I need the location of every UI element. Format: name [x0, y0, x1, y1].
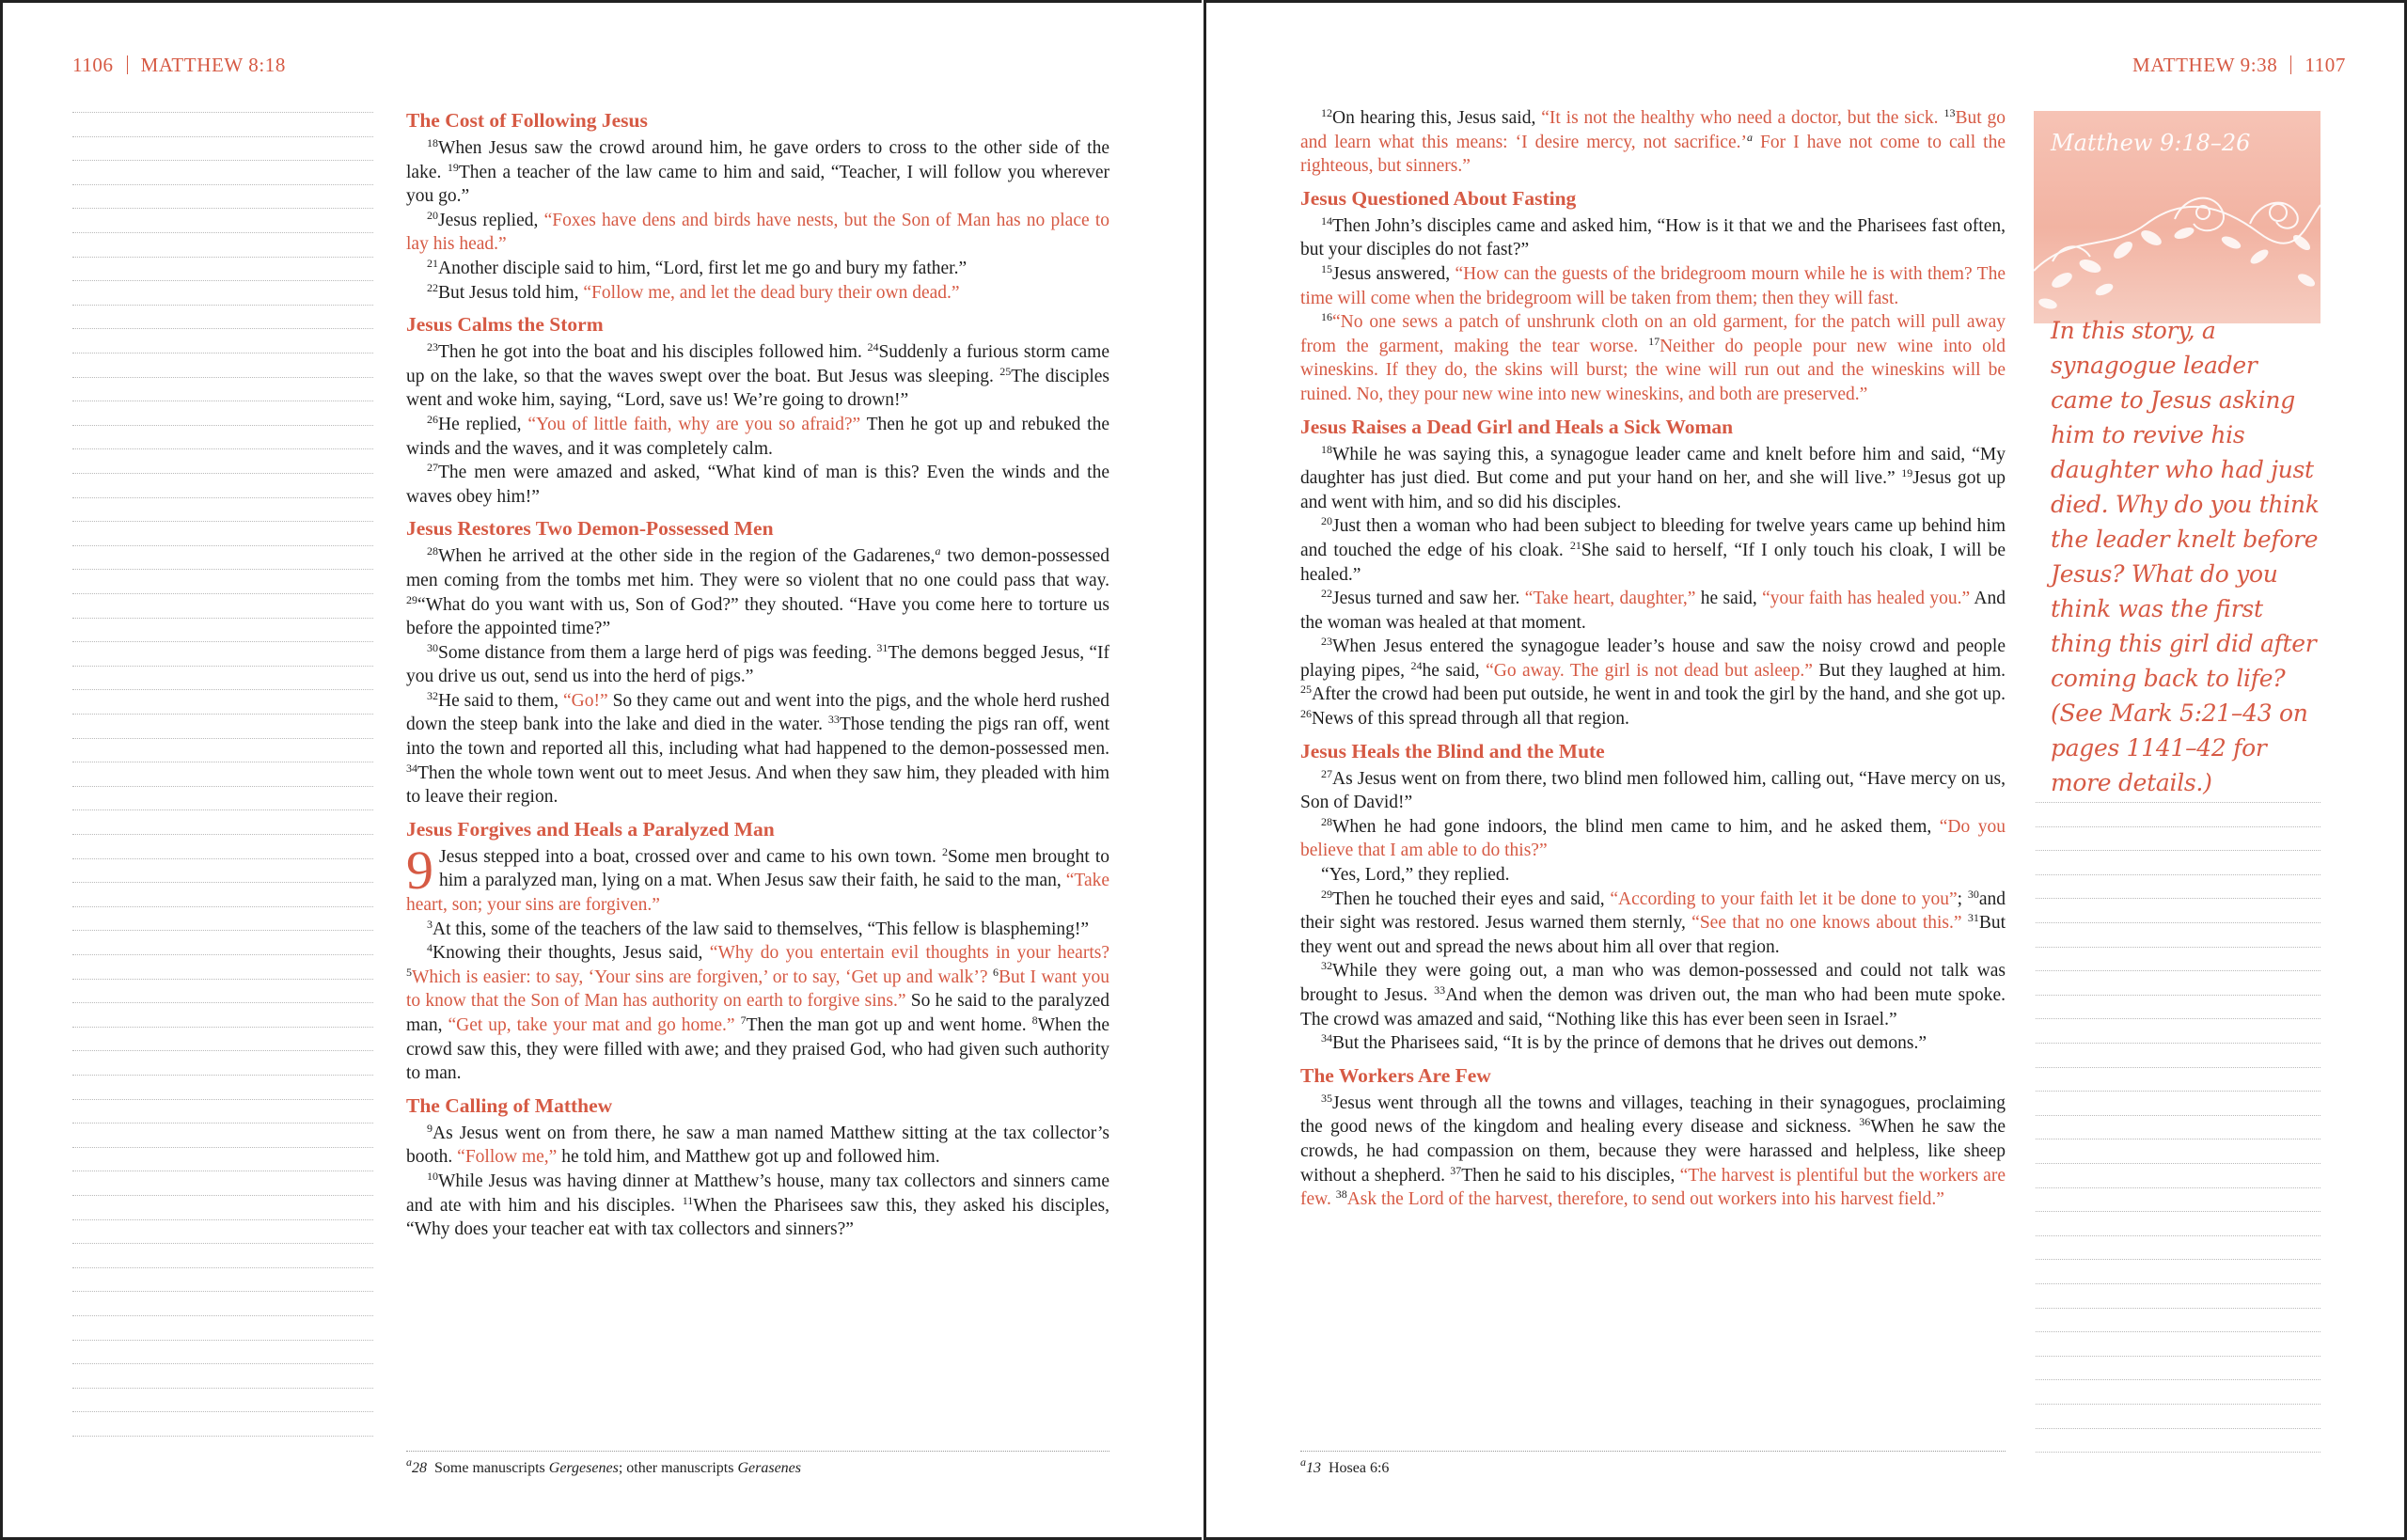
verse-number: 38	[1335, 1187, 1347, 1202]
words-of-jesus: “Follow me, and let the dead bury their own dead.”	[583, 282, 960, 303]
verse-number: 30	[1967, 887, 1979, 901]
verse-text: On hearing this, Jesus said,	[1332, 108, 1542, 128]
words-of-jesus: “Get up, take your mat and go home.”	[448, 1015, 735, 1035]
verse-text: Some distance from them a large herd of pigs was feeding.	[438, 642, 877, 663]
footnote-mark: a	[1300, 1455, 1306, 1469]
left-running-head-ref: MATTHEW 8:18	[140, 54, 287, 76]
verse-number: 6	[992, 965, 999, 979]
words-of-jesus: “It is not the healthy who need a doctor, but the sick.	[1541, 108, 1944, 128]
journal-line	[72, 1195, 373, 1196]
words-of-jesus: “Take heart, son; your sins are forgiven.”	[406, 871, 1109, 916]
journal-line	[2036, 1091, 2320, 1092]
verse-number: 26	[427, 412, 438, 426]
verse-text: As Jesus went on from there, two blind men followed him, calling out, “Have mercy on us, Son of David!”	[1300, 768, 2006, 813]
verse-number: 21	[427, 256, 438, 270]
journal-line	[2036, 947, 2320, 948]
verse-text: Then he got into the boat and his disciples followed him.	[438, 342, 868, 363]
verse-text: “What do you want with us, Son of God?” they shouted. “Have you come here to torture us before the appointed time?”	[406, 594, 1109, 639]
journal-line	[72, 184, 373, 185]
journal-line	[72, 689, 373, 690]
journal-line	[2036, 1163, 2320, 1164]
journal-line	[2036, 970, 2320, 971]
verse-number: 32	[1321, 959, 1332, 973]
verse-text: So they came out and went into the pigs, and the whole herd rushed down the steep bank into the lake and died in the water.	[406, 690, 1109, 735]
journal-line	[72, 448, 373, 449]
verse-text: When he saw the crowds, he had compassion on them, because they were harassed and helpless, like sheep without a shepherd.	[1300, 1117, 2006, 1186]
left-text-column	[406, 106, 1109, 1242]
running-head-divider	[127, 55, 128, 74]
floral-decoration-icon	[2034, 167, 2320, 323]
journal-line	[72, 232, 373, 233]
verse-number: 34	[406, 761, 417, 775]
verse-text: Another disciple said to him, “Lord, first let me go and bury my father.”	[438, 258, 968, 278]
section-heading: Jesus Heals the Blind and the Mute	[1300, 739, 1605, 762]
verse-number: 3	[427, 917, 433, 931]
verse-text: ;	[1957, 888, 1968, 909]
right-running-head	[2132, 54, 2346, 77]
section-heading: Jesus Restores Two Demon-Possessed Men	[406, 517, 774, 541]
journal-line	[72, 473, 373, 474]
journal-line	[72, 425, 373, 426]
verse-text: But the Pharisees said, “It is by the prince of demons that he drives out demons.”	[1332, 1033, 1927, 1054]
right-footnote	[1300, 1455, 1390, 1477]
footnote-italic: Gerasenes	[737, 1460, 801, 1476]
verse-number: 24	[867, 340, 879, 354]
verse-number: 12	[1321, 106, 1332, 119]
words-of-jesus: “According to your faith let it be done to you”	[1610, 888, 1958, 909]
words-of-jesus: “Follow me,”	[457, 1147, 558, 1168]
section-heading: Jesus Forgives and Heals a Paralyzed Man	[406, 817, 775, 841]
verse-number: 22	[427, 280, 438, 294]
verse-paragraph	[406, 209, 1109, 257]
journal-line	[72, 280, 373, 281]
verse-text: “Yes, Lord,” they replied.	[1321, 865, 1510, 886]
journal-line	[2036, 995, 2320, 996]
journal-line	[72, 1219, 373, 1220]
journal-line	[72, 328, 373, 329]
verse-text: Then John’s disciples came and asked him, “How is it that we and the Pharisees fast often, but your disciples do not fast?”	[1300, 215, 2006, 260]
verse-number: 31	[1967, 911, 1979, 925]
journal-line	[2036, 1018, 2320, 1019]
left-journal-lines	[72, 112, 373, 1447]
verse-text: When Jesus saw the crowd around him, he gave orders to cross to the other side of the lake.	[406, 138, 1109, 182]
footnote-mark: a	[406, 1455, 412, 1469]
journal-line	[72, 882, 373, 883]
verse-text: Jesus got up and went with him, and so did his disciples.	[1300, 468, 2006, 512]
journal-line	[2036, 802, 2320, 803]
journal-line	[72, 305, 373, 306]
verse-paragraph	[1300, 587, 2006, 635]
journal-line	[72, 1436, 373, 1437]
verse-text: After the crowd had been put outside, he went in and took the girl by the hand, and she got up.	[1312, 684, 2006, 705]
study-box-header	[2034, 111, 2320, 323]
right-journal-lines	[2036, 802, 2320, 1460]
journal-line	[72, 1388, 373, 1389]
journal-line	[72, 714, 373, 715]
verse-text: But they laughed at him.	[1812, 660, 2006, 681]
right-text-column	[1300, 106, 2006, 1212]
verse-number: 24	[1410, 658, 1423, 672]
verse-number: 20	[427, 208, 438, 222]
verse-paragraph	[406, 918, 1109, 942]
verse-text: News of this spread through all that region.	[1312, 709, 1629, 730]
words-of-jesus: “Do you believe that I am able to do this?”	[1300, 816, 2006, 861]
verse-text: While they were going out, a man who was demon-possessed and could not talk was brought to Jesus.	[1300, 961, 2006, 1005]
journal-line	[72, 641, 373, 642]
verse-text: Then a teacher of the law came to him and said, “Teacher, I will follow you wherever you go.”	[406, 162, 1109, 207]
verse-number: 13	[1943, 106, 1956, 119]
journal-line	[72, 160, 373, 161]
verse-paragraph	[406, 839, 1109, 918]
journal-line	[72, 1027, 373, 1028]
right-page-number: 1107	[2305, 54, 2346, 76]
verse-text: The demons begged Jesus, “If you drive us out, send us into the herd of pigs.”	[406, 642, 1109, 687]
journal-line	[72, 930, 373, 931]
journal-line	[2036, 1259, 2320, 1260]
verse-text: Then the whole town went out to meet Jesus. And when they saw him, they pleaded with him to leave their region.	[406, 762, 1109, 808]
verse-paragraph	[1300, 514, 2006, 587]
verse-number: 17	[1648, 334, 1660, 348]
journal-line	[72, 786, 373, 787]
study-box-note: In this story, a synagogue leader came to Jesus asking him to revive his daughter who had just died. Why do you think the leader knelt before Jesus? What do you think was the first thing this girl did after coming back to life? (See Mark 5:21–43 on pages 1141–42 for more details.)	[2051, 317, 2320, 796]
journal-line	[72, 618, 373, 619]
left-footnote	[406, 1455, 801, 1477]
section-heading: The Calling of Matthew	[406, 1093, 613, 1117]
verse-number: 28	[1321, 814, 1332, 828]
journal-line	[2036, 1187, 2320, 1188]
journal-line	[2036, 826, 2320, 827]
journal-line	[2036, 898, 2320, 899]
verse-text: he told him, and Matthew got up and followed him.	[557, 1147, 940, 1168]
words-of-jesus: For I have not come to call the righteous, but sinners.”	[1300, 132, 2006, 177]
journal-line	[72, 521, 373, 522]
verse-text: he said,	[1422, 660, 1487, 681]
verse-number: 7	[740, 1014, 747, 1027]
words-of-jesus: But I want you to know that the Son of Man has authority on earth to forgive sins.”	[406, 966, 1110, 1012]
verse-text: Those tending the pigs ran off, went into the town and reported all this, including what had happened to the demon-possessed men.	[406, 715, 1109, 760]
verse-text: The men were amazed and asked, “What kind of man is this? Even the winds and the waves obey him!”	[406, 463, 1109, 507]
verse-text: Knowing their thoughts, Jesus said,	[433, 943, 710, 964]
verse-text: At this, some of the teachers of the law said to themselves, “This fellow is blaspheming!”	[433, 919, 1090, 939]
verse-text: But they went out and spread the news about him all over that region.	[1300, 913, 2006, 957]
verse-number: 25	[999, 364, 1012, 378]
verse-paragraph	[1300, 1092, 2006, 1212]
verse-paragraph	[1300, 863, 2006, 888]
verse-number: 10	[427, 1169, 438, 1183]
section-heading: The Cost of Following Jesus	[406, 109, 648, 132]
verse-paragraph	[406, 281, 1109, 306]
verse-text: When he had gone indoors, the blind men came to him, and he asked them,	[1332, 816, 1940, 837]
verse-number: 20	[1321, 514, 1332, 528]
verse-paragraph	[1300, 262, 2006, 310]
journal-line	[2036, 1308, 2320, 1309]
verse-number: 30	[427, 640, 438, 654]
verse-number: 15	[1321, 261, 1332, 275]
journal-line	[2036, 1452, 2320, 1453]
verse-text: The disciples went and woke him, saying, “Lord, save us! We’re going to drown!”	[406, 366, 1109, 411]
verse-paragraph	[406, 1122, 1109, 1170]
verse-number: 37	[1450, 1163, 1462, 1177]
verse-paragraph	[1300, 106, 2006, 179]
verse-number: 26	[1300, 707, 1312, 721]
verse-number: 23	[427, 340, 438, 354]
journal-line	[2036, 850, 2320, 851]
verse-paragraph	[1300, 767, 2006, 815]
journal-line	[2036, 1379, 2320, 1380]
footnote-text: Some manuscripts	[434, 1460, 549, 1476]
journal-line	[2036, 874, 2320, 875]
journal-line	[72, 257, 373, 258]
left-page-number: 1106	[72, 54, 114, 76]
verse-number: 19	[447, 160, 459, 174]
verse-text: When Jesus entered the synagogue leader’s house and saw the noisy crowd and people playing pipes,	[1300, 636, 2006, 681]
section-heading: Jesus Raises a Dead Girl and Heals a Sick Woman	[1300, 415, 1734, 438]
verse-number: 34	[1321, 1031, 1332, 1045]
journal-line	[2036, 1211, 2320, 1212]
verse-number: 23	[1321, 635, 1332, 649]
section-heading: Jesus Calms the Storm	[406, 313, 604, 337]
verse-text: Jesus replied,	[438, 210, 544, 230]
verse-paragraph	[406, 1170, 1109, 1242]
words-of-jesus: “No one sews a patch of unshrunk cloth on an old garment, for the patch will pull away from the garment, making the tear worse.	[1300, 312, 2006, 356]
verse-number: 25	[1300, 683, 1312, 697]
journal-line	[72, 112, 373, 113]
journal-line	[72, 497, 373, 498]
verse-text: And the woman was healed at that moment.	[1300, 589, 2006, 633]
words-of-jesus: But go and learn what this means: ‘I desire mercy, not sacrifice.’	[1300, 108, 2006, 152]
verse-number: 18	[1321, 442, 1332, 456]
words-of-jesus: “See that no one knows about this.”	[1691, 913, 1962, 934]
verse-number: 21	[1569, 538, 1581, 552]
journal-line	[72, 738, 373, 739]
words-of-jesus: “How can the guests of the bridegroom mourn while he is with them? The time will come when the bridegroom will be taken from them; then they will fast.	[1300, 263, 2006, 308]
verse-number: 29	[406, 592, 417, 606]
verse-text: And when the demon was driven out, the man who had been mute spoke. The crowd was amazed and said, “Nothing like this has ever been seen in Israel.”	[1300, 985, 2006, 1029]
journal-line	[72, 1267, 373, 1268]
verse-text: Then he said to his disciples,	[1461, 1165, 1680, 1186]
journal-line	[72, 809, 373, 810]
words-of-jesus: “Go!”	[562, 690, 608, 711]
verse-text: Some men brought to him a paralyzed man, lying on a mat. When Jesus saw their faith, he said to the man,	[439, 846, 1109, 891]
journal-line	[72, 545, 373, 546]
left-page	[0, 0, 1202, 1540]
verse-text: he said,	[1695, 589, 1763, 609]
journal-line	[72, 906, 373, 907]
footnote-text: ; other manuscripts	[618, 1460, 738, 1476]
journal-line	[72, 1075, 373, 1076]
verse-text: Suddenly a furious storm came up on the lake, so that the waves swept over the boat. But Jesus was sleeping.	[406, 342, 1109, 386]
verse-number: 11	[682, 1193, 694, 1207]
study-box-reference: Matthew 9:18–26	[2051, 130, 2251, 156]
journal-line	[72, 1243, 373, 1244]
verse-text: Jesus stepped into a boat, crossed over and came to his own town.	[439, 846, 942, 867]
section-heading: The Workers Are Few	[1300, 1063, 1491, 1087]
journal-line	[72, 858, 373, 859]
journal-line	[2036, 1067, 2320, 1068]
verse-text: Then he got up and rebuked the winds and the waves, and it was completely calm.	[406, 414, 1109, 459]
verse-number: 33	[1434, 983, 1446, 997]
journal-line	[2036, 1404, 2320, 1405]
verse-number: 2	[941, 844, 948, 858]
journal-line	[72, 834, 373, 835]
verse-number: 32	[427, 688, 438, 702]
journal-line	[2036, 1115, 2320, 1116]
words-of-jesus: “Foxes have dens and birds have nests, but the Son of Man has no place to lay his head.”	[406, 210, 1109, 255]
verse-text: When the crowd saw this, they were filled with awe; and they praised God, who had given such authority to man.	[406, 1015, 1110, 1084]
words-of-jesus: “The harvest is plentiful but the workers are few.	[1300, 1165, 2006, 1210]
journal-line	[2036, 1356, 2320, 1357]
verse-text: two demon-possessed men coming from the tombs met him. They were so violent that no one could pass that way.	[406, 546, 1109, 590]
journal-line	[2036, 1331, 2320, 1332]
footnote-text: Hosea 6:6	[1329, 1460, 1390, 1476]
verse-number: 8	[1031, 1014, 1038, 1027]
journal-line	[72, 569, 373, 570]
verse-paragraph	[1300, 959, 2006, 1031]
right-page	[1204, 0, 2407, 1540]
verse-number: 5	[406, 965, 412, 979]
journal-line	[72, 208, 373, 209]
journal-line	[72, 1099, 373, 1100]
verse-text: When the Pharisees saw this, they asked his disciples, “Why does your teacher eat with tax collectors and sinners?”	[406, 1195, 1110, 1240]
verse-paragraph	[406, 544, 1109, 640]
words-of-jesus: “Why do you entertain evil thoughts in your hearts?	[709, 943, 1109, 964]
verse-number: 36	[1859, 1115, 1871, 1129]
journal-line	[2036, 1043, 2320, 1044]
verse-number: 14	[1321, 213, 1332, 228]
right-footnote-rule	[1300, 1451, 2006, 1452]
verse-number: 9	[427, 1121, 433, 1135]
verse-text: She said to herself, “If I only touch his cloak, I will be healed.”	[1300, 540, 2006, 585]
journal-line	[72, 136, 373, 137]
verse-paragraph	[1300, 443, 2006, 515]
verse-text: While Jesus was having dinner at Matthew’s house, many tax collectors and sinners came and ate with him and his disciples.	[406, 1171, 1109, 1216]
verse-paragraph	[1300, 888, 2006, 960]
journal-line	[72, 1411, 373, 1412]
verse-paragraph	[1300, 635, 2006, 731]
verse-paragraph	[1300, 1031, 2006, 1056]
journal-line	[72, 979, 373, 980]
verse-text: Jesus turned and saw her.	[1332, 589, 1525, 609]
verse-text: But Jesus told him,	[438, 282, 584, 303]
verse-text: and their sight was restored. Jesus warned them sternly,	[1300, 888, 2006, 934]
footnote-marker: a	[1747, 130, 1753, 144]
words-of-jesus: “your faith has healed you.”	[1762, 589, 1971, 609]
left-footnote-rule	[406, 1451, 1109, 1452]
verse-number: 35	[1321, 1091, 1332, 1105]
verse-number: 19	[1901, 466, 1913, 480]
verse-text: As Jesus went on from there, he saw a man named Matthew sitting at the tax collector’s booth.	[406, 1123, 1109, 1168]
verse-text: Just then a woman who had been subject to bleeding for twelve years came up behind him and touched the edge of his cloak.	[1300, 516, 2006, 560]
verse-paragraph	[406, 689, 1109, 809]
words-of-jesus: “Take heart, daughter,”	[1524, 589, 1696, 609]
verse-number: 29	[1321, 887, 1332, 901]
footnote-marker: a	[935, 544, 941, 558]
verse-paragraph	[406, 136, 1109, 209]
verse-paragraph	[1300, 214, 2006, 262]
journal-line	[2036, 1428, 2320, 1429]
journal-line	[72, 1340, 373, 1341]
verse-paragraph	[1300, 310, 2006, 406]
verse-text: When he arrived at the other side in the region of the Gadarenes,	[438, 546, 936, 567]
words-of-jesus: Which is easier: to say, ‘Your sins are forgiven,’ or to say, ‘Get up and walk’?	[412, 966, 993, 987]
running-head-divider	[2290, 55, 2291, 74]
words-of-jesus: Ask the Lord of the harvest, therefore, to send out workers into his harvest field.”	[1346, 1189, 1944, 1210]
verse-text: Then he touched their eyes and said,	[1332, 888, 1611, 909]
verse-paragraph	[406, 941, 1109, 1086]
verse-number: 33	[827, 713, 840, 727]
verse-number: 4	[427, 941, 433, 955]
right-running-head-ref: MATTHEW 9:38	[2132, 54, 2278, 76]
verse-text: Then the man got up and went home.	[746, 1015, 1032, 1035]
journal-line	[72, 954, 373, 955]
section-heading: Jesus Questioned About Fasting	[1300, 186, 1577, 210]
verse-number: 22	[1321, 587, 1332, 601]
journal-line	[72, 1147, 373, 1148]
verse-text: He said to them,	[438, 690, 563, 711]
journal-line	[72, 1363, 373, 1364]
journal-line	[72, 377, 373, 378]
journal-line	[72, 666, 373, 667]
journal-line	[72, 1123, 373, 1124]
journal-line	[2036, 1283, 2320, 1284]
verse-text: Jesus answered,	[1332, 263, 1455, 284]
verse-number: 28	[427, 544, 438, 558]
verse-paragraph	[406, 257, 1109, 281]
verse-text: Jesus went through all the towns and villages, teaching in their synagogues, proclaiming the good news of the kingdom and healing every disease and sickness.	[1300, 1092, 2006, 1138]
verse-paragraph	[406, 641, 1109, 689]
journal-line	[72, 593, 373, 594]
footnote-ref: 13	[1306, 1460, 1321, 1476]
journal-line	[2036, 1235, 2320, 1236]
chapter-number: 9	[406, 839, 433, 901]
footnote-ref: 28	[412, 1460, 427, 1476]
verse-number: 31	[876, 640, 889, 654]
verse-number: 16	[1321, 310, 1332, 324]
verse-text: So he said to the paralyzed man,	[406, 991, 1110, 1035]
journal-line	[72, 1291, 373, 1292]
left-running-head	[72, 54, 286, 77]
verse-paragraph	[406, 413, 1109, 461]
journal-line	[72, 1002, 373, 1003]
journal-line	[72, 353, 373, 354]
words-of-jesus: “Go away. The girl is not dead but asleep.”	[1486, 660, 1813, 681]
words-of-jesus: Neither do people pour new wine into old wineskins. If they do, the skins will burst; the wine will run out and the wineskins will be ruined. No, they pour new wine into new wineskins, and both are preserved.”	[1300, 336, 2006, 404]
words-of-jesus: “You of little faith, why are you so afraid?”	[527, 414, 861, 434]
verse-paragraph	[406, 340, 1109, 413]
footnote-italic: Gergesenes	[548, 1460, 619, 1476]
verse-number: 27	[1321, 766, 1332, 780]
journal-line	[72, 1050, 373, 1051]
verse-text: While he was saying this, a synagogue leader came and knelt before him and said, “My daughter has just died. But come and put your hand on her, and she will live.”	[1300, 444, 2006, 489]
verse-text: He replied,	[438, 414, 528, 434]
journal-line	[2036, 922, 2320, 923]
verse-number: 27	[427, 461, 438, 475]
verse-number: 18	[427, 136, 438, 149]
verse-paragraph	[1300, 815, 2006, 863]
journal-line	[72, 1315, 373, 1316]
verse-paragraph	[406, 461, 1109, 509]
